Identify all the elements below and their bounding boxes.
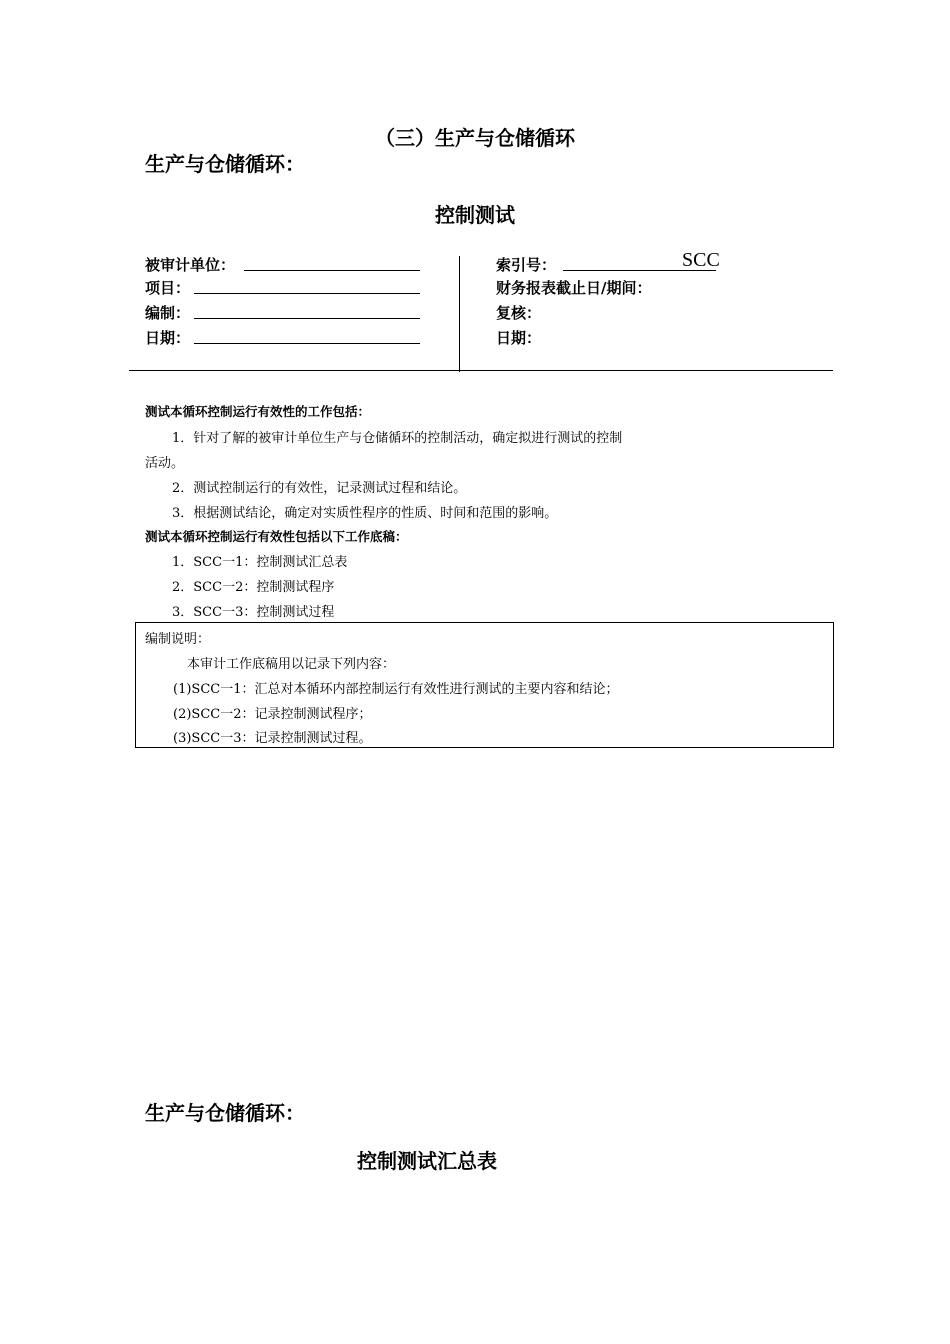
preparation-notes-box bbox=[135, 622, 834, 748]
work-section-heading: 测试本循环控制运行有效性的工作包括： bbox=[145, 404, 371, 419]
reviewer-label: 复核： bbox=[496, 304, 542, 322]
cycle-label: 生产与仓储循环： bbox=[145, 152, 305, 176]
page2-title: 控制测试汇总表 bbox=[357, 1149, 497, 1173]
index-no-label: 索引号： bbox=[496, 256, 557, 274]
date-left-label: 日期： bbox=[145, 329, 191, 347]
index-no-value: SCC bbox=[682, 249, 720, 271]
notes-item-2: (2)SCC一2：记录控制测试程序； bbox=[173, 707, 372, 722]
date-right-label: 日期： bbox=[496, 329, 542, 347]
period-label: 财务报表截止日/期间： bbox=[496, 279, 652, 297]
paper-item-2: 2．SCC一2：控制测试程序 bbox=[172, 580, 335, 595]
notes-item-3: (3)SCC一3：记录控制测试过程。 bbox=[173, 731, 372, 746]
work-item-1-line-2: 活动。 bbox=[145, 456, 185, 471]
document-title: 控制测试 bbox=[435, 203, 515, 227]
notes-intro: 本审计工作底稿用以记录下列内容： bbox=[187, 657, 396, 672]
work-item-1-line-1: 1．针对了解的被审计单位生产与仓储循环的控制活动，确定拟进行测试的控制 bbox=[172, 431, 623, 446]
date-left-field-line[interactable] bbox=[194, 343, 420, 344]
project-label: 项目： bbox=[145, 279, 191, 297]
work-item-2: 2．测试控制运行的有效性，记录测试过程和结论。 bbox=[172, 481, 467, 496]
notes-heading: 编制说明： bbox=[145, 632, 211, 647]
client-label: 被审计单位： bbox=[145, 256, 236, 274]
papers-section-heading: 测试本循环控制运行有效性包括以下工作底稿： bbox=[145, 529, 408, 544]
paper-item-3: 3．SCC一3：控制测试过程 bbox=[172, 605, 335, 620]
client-field-line[interactable] bbox=[244, 270, 420, 271]
project-field-line[interactable] bbox=[194, 293, 420, 294]
header-bottom-rule bbox=[129, 370, 833, 371]
preparer-field-line[interactable] bbox=[194, 318, 420, 319]
notes-item-1: (1)SCC一1：汇总对本循环内部控制运行有效性进行测试的主要内容和结论； bbox=[173, 682, 619, 697]
main-heading: （三）生产与仓储循环 bbox=[375, 126, 575, 150]
work-item-3: 3．根据测试结论，确定对实质性程序的性质、时间和范围的影响。 bbox=[172, 506, 558, 521]
header-column-divider bbox=[459, 256, 460, 372]
page2-cycle-label: 生产与仓储循环： bbox=[145, 1101, 305, 1125]
paper-item-1: 1．SCC一1：控制测试汇总表 bbox=[172, 555, 348, 570]
preparer-label: 编制： bbox=[145, 304, 191, 322]
